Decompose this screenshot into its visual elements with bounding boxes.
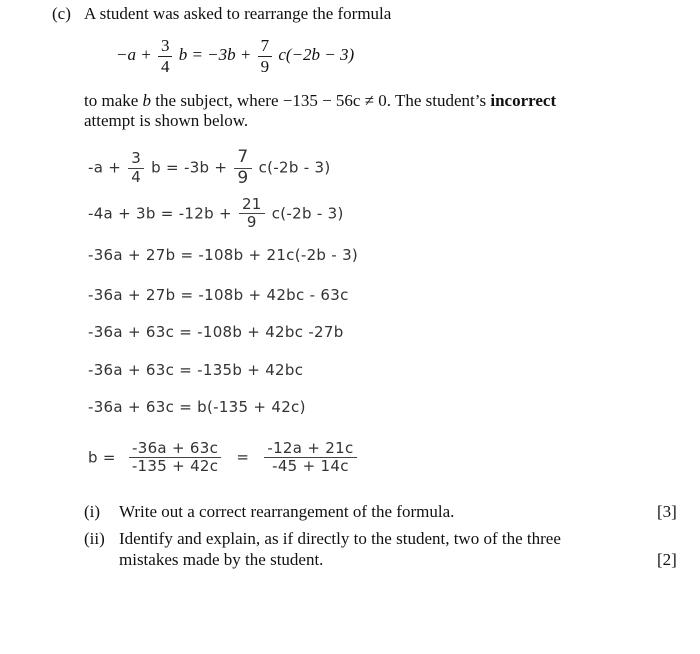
- intro-text: A student was asked to rearrange the formula: [84, 4, 392, 23]
- fraction-numerator: 3: [160, 36, 170, 55]
- line-text: c(-2b - 3): [258, 158, 331, 177]
- fraction-denominator: -45 + 14c: [264, 457, 356, 475]
- formula-fraction-3-4: [158, 36, 173, 76]
- question-i-text: Write out a correct rearrangement of the formula.: [119, 502, 455, 521]
- formula-fraction-7-9: [258, 36, 273, 76]
- line-text: -a +: [88, 158, 122, 177]
- line-text: c(-2b - 3): [271, 204, 344, 223]
- attempt-line-2: [88, 196, 344, 232]
- attempt-fraction-7-9: [234, 148, 251, 188]
- formula-lhs-pre: −a +: [116, 44, 152, 64]
- attempt-final-line: [88, 440, 359, 476]
- question-ii-marks: [2]: [657, 550, 677, 569]
- fraction-denominator: 9: [258, 56, 273, 77]
- fraction-numerator: 7: [237, 147, 249, 167]
- given-formula: [116, 36, 354, 76]
- fraction-numerator: 7: [260, 36, 270, 55]
- instruction-bold: incorrect: [490, 91, 557, 110]
- instruction-line-1: [84, 91, 556, 111]
- question-ii-text-line-1: Identify and explain, as if directly to the student, two of the three: [119, 529, 561, 548]
- attempt-line-7: -36a + 63c = b(-135 + 42c): [88, 398, 306, 416]
- question-i-label: (i): [84, 502, 101, 521]
- fraction-numerator: 21: [241, 195, 262, 213]
- attempt-fraction-3-4: [128, 150, 144, 186]
- line-text: -4a + 3b = -12b +: [88, 204, 232, 223]
- fraction-denominator: 4: [158, 56, 173, 77]
- formula-lhs-post: b = −3b +: [178, 44, 252, 64]
- line-text: =: [236, 448, 250, 467]
- attempt-line-5: -36a + 63c = -108b + 42bc -27b: [88, 323, 344, 341]
- instruction-pre: to make: [84, 91, 139, 110]
- instruction-variable: b: [142, 91, 152, 110]
- question-ii-text-line-2: mistakes made by the student.: [119, 550, 324, 569]
- fraction-denominator: 9: [234, 168, 251, 189]
- fraction-numerator: -12a + 21c: [267, 439, 354, 457]
- attempt-line-1: [88, 148, 331, 188]
- question-ii-label: (ii): [84, 529, 105, 548]
- line-text: b = -3b +: [151, 158, 228, 177]
- line-text: b =: [88, 448, 116, 467]
- fraction-denominator: -135 + 42c: [129, 457, 221, 475]
- formula-rhs-post: c(−2b − 3): [278, 44, 355, 64]
- attempt-line-3: -36a + 27b = -108b + 21c(-2b - 3): [88, 246, 359, 264]
- fraction-numerator: 3: [131, 149, 142, 168]
- instruction-line-2: attempt is shown below.: [84, 111, 249, 130]
- fraction-denominator: 4: [128, 168, 144, 186]
- attempt-fraction-21-9: [239, 196, 265, 232]
- attempt-line-4: -36a + 27b = -108b + 42bc - 63c: [88, 286, 349, 304]
- final-fraction-2: [264, 440, 356, 476]
- fraction-denominator: 9: [239, 213, 265, 231]
- question-i-marks: [3]: [657, 502, 677, 521]
- part-label: (c): [52, 4, 71, 23]
- instruction-mid: the subject, where −135 − 56c ≠ 0. The student’s: [155, 91, 487, 110]
- final-fraction-1: [129, 440, 221, 476]
- fraction-numerator: -36a + 63c: [132, 439, 219, 457]
- attempt-line-6: -36a + 63c = -135b + 42bc: [88, 361, 304, 379]
